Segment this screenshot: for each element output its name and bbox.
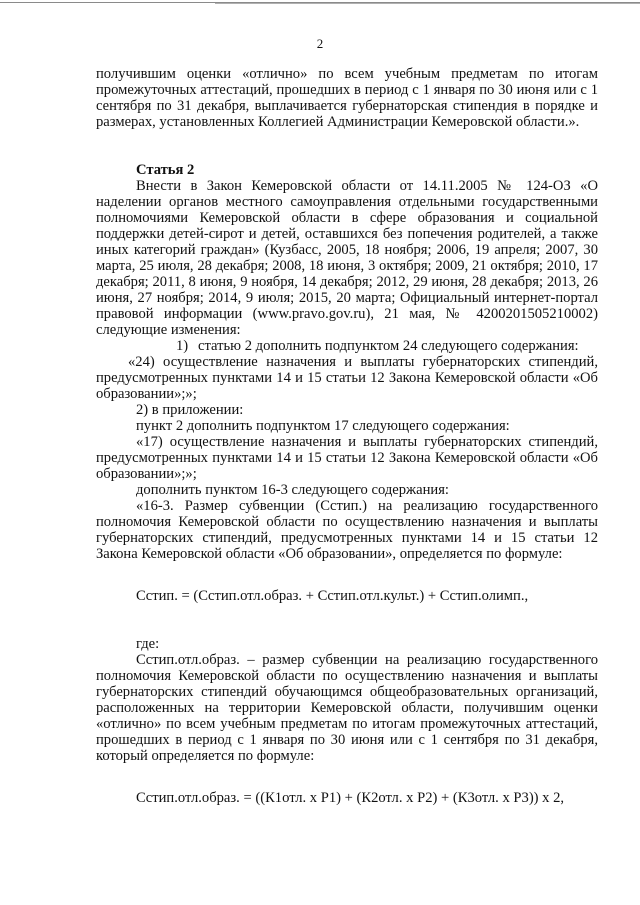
page-number: 2 [316,36,324,51]
add-item-16-3: дополнить пунктом 16-3 следующего содержания: [136,482,449,498]
list-item-1-text: статью 2 дополнить подпунктом 24 следующего содержания: [198,338,579,354]
list-item-2: 2) в приложении: [136,402,244,418]
where-label: где: [136,636,160,652]
quote-subitem-17: «17) осуществление назначения и выплаты губернаторских стипендий, предусмотренных пунктами 14 и 15 статьи 12 Закона Кемеровской области «Об образовании»;»; [96,434,598,482]
list-item-1-number: 1) [176,338,189,354]
formula-excellent-education: Cстип.отл.образ. = ((К1отл. x Р1) + (К2отл. x Р2) + (К3отл. x Р3)) x 2, [136,790,565,806]
quote-item-16-3: «16-3. Размер субвенции (Cстип.) на реализацию государственного полномочия Кемеровской области по осуществлению назначения и выплаты губернаторских стипендий, предусмотренных пунктами 14 и 15 статьи 12 Закона Кемеровской области «Об образовании», определяется по формуле: [96,498,598,562]
list-item-1 [96,338,598,354]
article-heading: Статья 2 [136,162,195,178]
paragraph-amendment-intro: Внести в Закон Кемеровской области от 14.11.2005 № 124-ОЗ «О наделении органов местного самоуправления отдельными государственными полномочиями Кемеровской области в сфере образования и социальной поддержки детей-сирот и детей, оставшихся без попечения родителей, а также иных категорий граждан» (Кузбасс, 2005, 18 ноября; 2006, 19 апреля; 2007, 30 марта, 25 июля, 28 декабря; 2008, 18 июня, 3 октября; 2009, 21 октября; 2010, 17 декабря; 2011, 8 июня, 9 ноября, 14 декабря; 2012, 29 июня, 28 декабря; 2013, 26 июня, 27 ноября; 2014, 9 июля; 2015, 20 марта; Официальный интернет-портал правовой информации (www.pravo.gov.ru), 21 мая, № 4200201505210002) следующие изменения: [96,178,598,338]
list-item-2-sub: пункт 2 дополнить подпунктом 17 следующего содержания: [136,418,510,434]
document-body [96,66,598,806]
formula-total-subvention: Cстип. = (Cстип.отл.образ. + Cстип.отл.культ.) + Cстип.олимп., [136,588,529,604]
quote-subitem-24: «24) осуществление назначения и выплаты губернаторских стипендий, предусмотренных пунктами 14 и 15 статьи 12 Закона Кемеровской области «Об образовании»;»; [96,354,598,402]
definition-excellent-education: Cстип.отл.образ. – размер субвенции на реализацию государственного полномочия Кемеровской области по осуществлению назначения и выплаты губернаторских стипендий обучающимся общеобразовательных организаций, расположенных на территории Кемеровской области, получившим оценки «отлично» по всем учебным предметам по итогам промежуточных аттестаций, прошедших в период с 1 января по 30 июня или с 1 сентября по 31 декабря, который определяется по формуле: [96,652,598,764]
paragraph-continuation: получившим оценки «отлично» по всем учебным предметам по итогам промежуточных аттестаций, прошедших в период с 1 января по 30 июня или с 1 сентября по 31 декабря, выплачивается губернаторская стипендия в порядке и размерах, установленных Коллегией Администрации Кемеровской области.». [96,66,598,130]
